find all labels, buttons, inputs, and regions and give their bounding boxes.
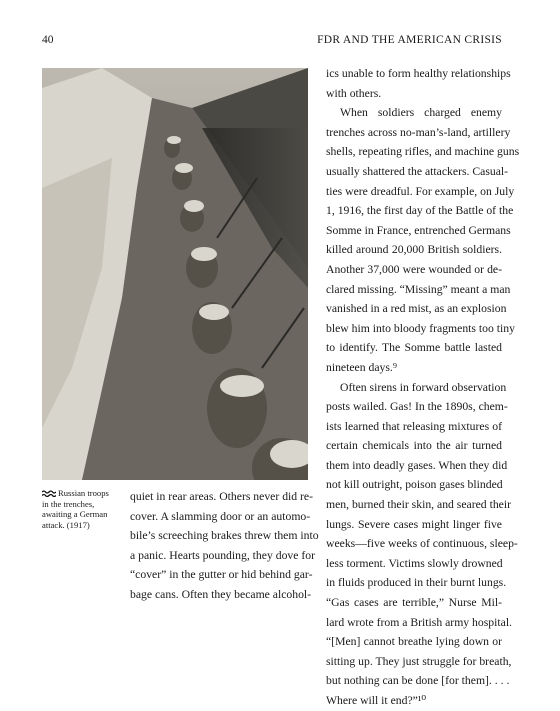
- text-line: ics unable to form healthy relationships: [326, 67, 511, 80]
- text-line: less torment. Victims slowly drowned: [326, 556, 503, 570]
- text-line: bile’s screeching brakes threw them into: [130, 529, 319, 543]
- text-line: vanished in a red mist, as an explosion: [326, 302, 507, 316]
- wave-ornament-icon: [42, 490, 56, 497]
- text-line: bage cans. Often they became alcohol-: [130, 587, 312, 601]
- text-line: lard wrote from a British army hospital.: [326, 615, 512, 629]
- running-head: FDR AND THE AMERICAN CRISIS: [317, 34, 502, 46]
- text-line: quiet in rear areas. Others never did re-: [130, 490, 314, 503]
- text-line: with others.: [326, 86, 382, 100]
- text-line: not kill outright, poison gases blinded: [326, 478, 503, 492]
- left-text-column: [130, 487, 319, 605]
- text-line: to identify. The Somme battle lasted: [326, 341, 502, 355]
- text-line: shells, repeating rifles, and machine guns: [326, 145, 520, 159]
- text-line: ties were dreadful. For example, on July: [326, 184, 515, 198]
- text-line: usually shattered the attackers. Casual-: [326, 164, 509, 178]
- right-text-column: [326, 64, 520, 711]
- text-line: weeks—five weeks of continuous, sleep-: [326, 537, 518, 551]
- trench-photograph: [42, 68, 308, 480]
- text-line: posts wailed. Gas! In the 1890s, chem-: [326, 400, 508, 414]
- text-line: clared missing. “Missing” meant a man: [326, 282, 511, 296]
- text-line: killed around 20,000 British soldiers.: [326, 243, 502, 257]
- paragraph-start: When soldiers charged enemy: [340, 106, 502, 120]
- text-line: “[Men] cannot breathe lying down or: [326, 635, 502, 649]
- text-line: men, burned their skin, and seared their: [326, 498, 511, 512]
- text-line: 1, 1916, the first day of the Battle of the: [326, 204, 514, 218]
- trench-photo-illustration: [42, 68, 308, 480]
- text-line: Somme in France, entrenched Germans: [326, 223, 511, 237]
- text-line: Where will it end?”¹⁰: [326, 694, 427, 707]
- text-line: lungs. Severe cases might linger five: [326, 517, 502, 531]
- caption-text: Russian troops in the trenches, awaiting a German attack. (1917): [42, 488, 109, 530]
- page-number: 40: [42, 34, 54, 46]
- text-line: nineteen days.⁹: [326, 360, 397, 374]
- text-line: sitting up. They just struggle for breath,: [326, 654, 512, 668]
- text-line: certain chemicals into the air turned: [326, 439, 502, 453]
- text-line: in fluids produced in their burnt lungs.: [326, 576, 507, 590]
- paragraph-start: Often sirens in forward observation: [340, 380, 507, 394]
- text-line: but nothing can be done [for them]. . . .: [326, 674, 510, 688]
- text-line: blew him into bloody fragments too tiny: [326, 321, 515, 335]
- text-line: cover. A slamming door or an automo-: [130, 509, 311, 523]
- text-line: trenches across no-man’s-land, artillery: [326, 125, 511, 139]
- text-line: “Gas cases are terrible,” Nurse Mil-: [326, 596, 502, 610]
- text-line: “cover” in the gutter or hid behind gar-: [130, 568, 313, 582]
- photo-caption: [42, 488, 112, 530]
- text-line: Another 37,000 were wounded or de-: [326, 262, 502, 276]
- text-line: them into deadly gases. When they did: [326, 458, 508, 472]
- text-line: a panic. Hearts pounding, they dove for: [130, 548, 315, 562]
- page-header: [42, 34, 502, 50]
- text-line: ists learned that releasing mixtures of: [326, 419, 502, 433]
